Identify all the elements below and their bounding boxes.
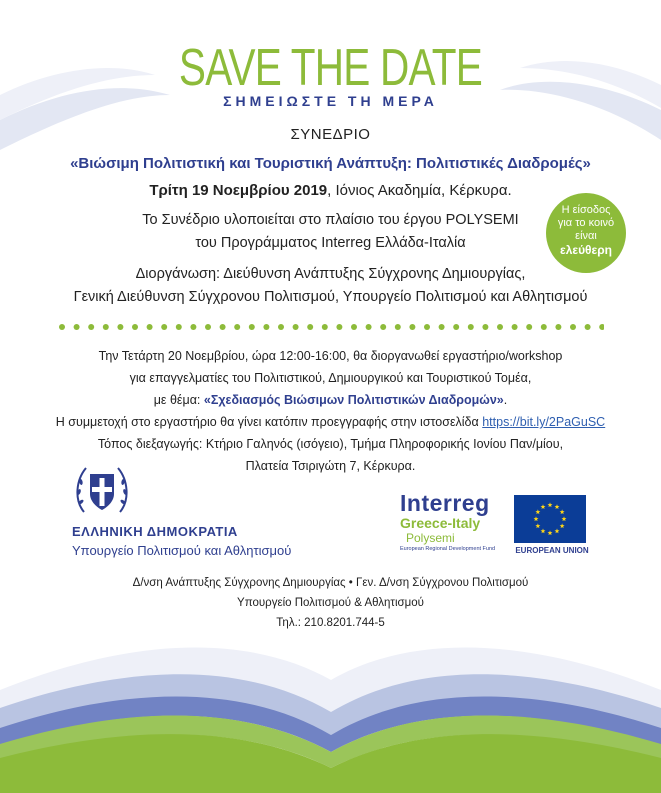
- divider-dot: [599, 324, 604, 330]
- divider-dot: [497, 324, 503, 330]
- conference-title: «Βιώσιμη Πολιτιστική και Τουριστική Ανάπτυξη: Πολιτιστικές Διαδρομές»: [70, 155, 591, 172]
- greek-emblem-icon: [72, 460, 132, 520]
- project-line-2: του Προγράμματος Interreg Ελλάδα-Ιταλία: [195, 235, 466, 251]
- divider-dot: [176, 324, 182, 330]
- footer-line-3: Τηλ.: 210.8201.744-5: [276, 617, 385, 629]
- free-entry-badge: [546, 193, 626, 273]
- divider-dot: [482, 324, 488, 330]
- divider-dot: [409, 324, 415, 330]
- divider-dot: [570, 324, 576, 330]
- divider-dot: [234, 324, 240, 330]
- interreg-fund: European Regional Development Fund: [400, 546, 496, 552]
- ministry-heading: ΕΛΛΗΝΙΚΗ ΔΗΜΟΚΡΑΤΙΑ: [72, 524, 238, 539]
- divider-dot: [117, 324, 123, 330]
- divider-dot: [103, 324, 109, 330]
- footer-line-1: Δ/νση Ανάπτυξης Σύγχρονης Δημιουργίας • Γεν. Δ/νση Σύγχρονου Πολιτισμού: [132, 577, 529, 589]
- divider-dot: [380, 324, 386, 330]
- workshop-topic-suffix: .: [503, 393, 508, 407]
- divider-dot: [366, 324, 372, 330]
- badge-line-4: ελεύθερη: [560, 243, 612, 257]
- divider-dot: [336, 324, 342, 330]
- save-the-date-heading: SAVE THE DATE: [178, 39, 483, 97]
- divider-dot: [190, 324, 196, 330]
- footer-line-2: Υπουργείο Πολιτισμού & Αθλητισμού: [237, 597, 424, 609]
- divider-dot: [205, 324, 211, 330]
- dotted-divider: [58, 323, 604, 331]
- divider-dot: [585, 324, 591, 330]
- workshop-topic: «Σχεδιασμός Βιώσιμων Πολιτιστικών Διαδρομών»: [203, 393, 504, 407]
- workshop-topic-prefix: με θέμα:: [153, 393, 204, 407]
- divider-dot: [468, 324, 474, 330]
- divider-dot: [541, 324, 547, 330]
- divider-dot: [307, 324, 313, 330]
- save-the-date-subtitle: ΣΗΜΕΙΩΣΤΕ ΤΗ ΜΕΡΑ: [223, 93, 438, 109]
- workshop-line-6: Πλατεία Τσιριγώτη 7, Κέρκυρα.: [245, 459, 416, 473]
- conference-venue: , Ιόνιος Ακαδημία, Κέρκυρα.: [327, 182, 512, 199]
- conference-date: Τρίτη 19 Νοεμβρίου 2019: [149, 182, 328, 199]
- divider-dot: [453, 324, 459, 330]
- workshop-line-4: [0, 415, 661, 429]
- badge-line-3: είναι: [575, 230, 597, 242]
- eu-label: EUROPEAN UNION: [515, 546, 589, 555]
- interreg-programme: Greece-Italy: [400, 515, 481, 531]
- divider-dot: [351, 324, 357, 330]
- workshop-line-5: Τόπος διεξαγωγής: Κτήριο Γαληνός (ισόγειο), Τμήμα Πληροφορικής Ιονίου Παν/μίου,: [97, 437, 564, 451]
- divider-dot: [512, 324, 518, 330]
- workshop-line-1: Την Τετάρτη 20 Νοεμβρίου, ώρα 12:00-16:00, θα διοργανωθεί εργαστήριο/workshop: [98, 349, 563, 363]
- interreg-project: Polysemi: [406, 531, 455, 545]
- divider-dot: [555, 324, 561, 330]
- divider-dot: [59, 324, 65, 330]
- badge-line-2: για το κοινό: [557, 217, 615, 229]
- divider-dot: [249, 324, 255, 330]
- interreg-name: Interreg: [400, 490, 490, 516]
- registration-link[interactable]: https://bit.ly/2PaGuSC: [482, 415, 606, 429]
- divider-dot: [220, 324, 226, 330]
- organizer-line-1: Διοργάνωση: Διεύθυνση Ανάπτυξης Σύγχρονης Δημιουργίας,: [135, 266, 526, 282]
- project-line-1: Το Συνέδριο υλοποιείται στο πλαίσιο του έργου POLYSEMI: [142, 212, 519, 228]
- divider-dot: [88, 324, 94, 330]
- registration-text: Η συμμετοχή στο εργαστήριο θα γίνει κατόπιν προεγγραφής στην ιστοσελίδα: [55, 415, 483, 429]
- eu-flag-icon: [514, 495, 586, 543]
- divider-dot: [439, 324, 445, 330]
- divider-dot: [161, 324, 167, 330]
- divider-dot: [132, 324, 138, 330]
- divider-dot: [147, 324, 153, 330]
- divider-dot: [322, 324, 328, 330]
- organizer-line-2: Γενική Διεύθυνση Σύγχρονου Πολιτισμού, Υπουργείο Πολιτισμού και Αθλητισμού: [73, 289, 588, 305]
- divider-dot: [74, 324, 80, 330]
- badge-line-1: Η είσοδος: [561, 204, 611, 216]
- interreg-logo: [400, 491, 510, 553]
- divider-dot: [278, 324, 284, 330]
- workshop-line-3: [0, 393, 661, 407]
- divider-dot: [293, 324, 299, 330]
- workshop-line-2: για επαγγελματίες του Πολιτιστικού, Δημιουργικού και Τουριστικού Τομέα,: [129, 371, 532, 385]
- divider-dot: [263, 324, 269, 330]
- conference-label: ΣΥΝΕΔΡΙΟ: [290, 126, 371, 143]
- divider-dot: [395, 324, 401, 330]
- ministry-name: Υπουργείο Πολιτισμού και Αθλητισμού: [72, 543, 292, 558]
- divider-dot: [526, 324, 532, 330]
- divider-dot: [424, 324, 430, 330]
